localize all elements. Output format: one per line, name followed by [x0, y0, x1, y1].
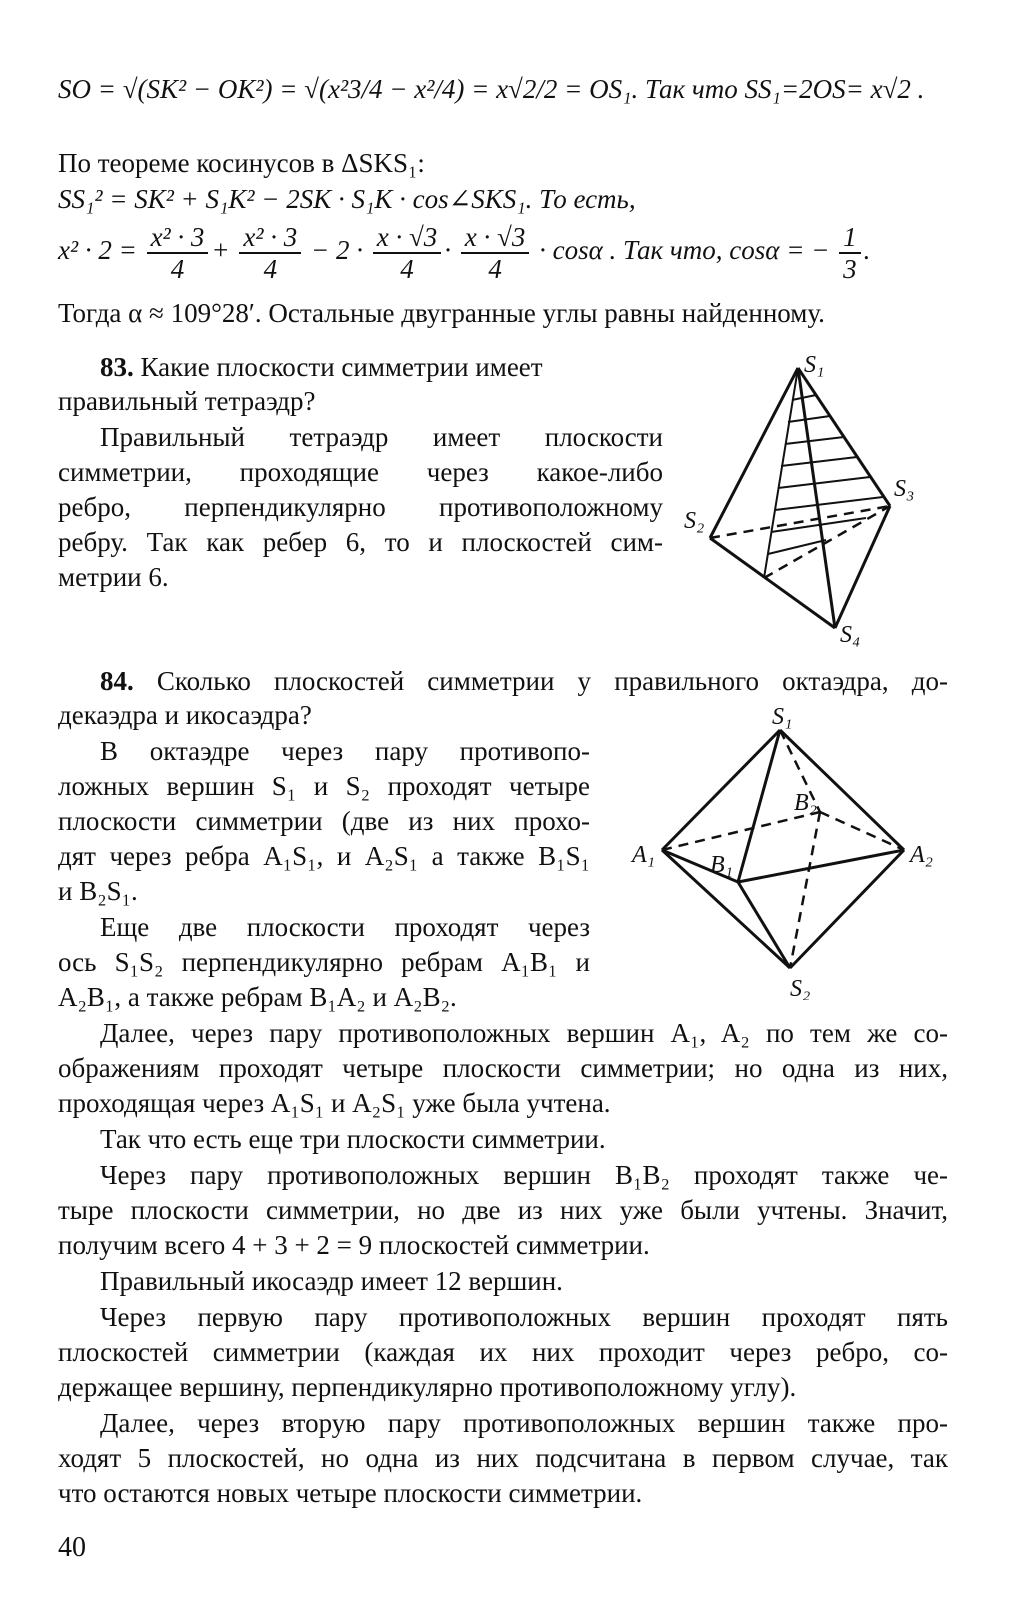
fraction-denominator: 4 [400, 254, 414, 284]
p84-body-line: Правильный икосаэдр имеет 12 вершин. [100, 1266, 563, 1296]
p83-question-line-1 [58, 350, 663, 384]
eq-minus: − 2 · [310, 235, 363, 266]
fraction [239, 222, 301, 284]
fraction-numerator: 1 [839, 222, 861, 254]
p84-body-line: ображениям проходят четыре плоскости симметрии; но одна из них, [58, 1053, 948, 1083]
fraction-numerator: x² · 3 [239, 222, 301, 254]
p84-side-line: ложных вершин S₁ и S₂ проходят четыре [58, 771, 590, 801]
p83-answer-line: Правильный тетраэдр имеет плоскости [100, 422, 663, 452]
p84-body-line: Так что есть еще три плоскости симметрии. [100, 1124, 606, 1154]
p84-body-line: получим всего 4 + 3 + 2 = 9 плоскостей симметрии. [58, 1230, 650, 1260]
fraction-denominator: 4 [170, 254, 185, 284]
p84-body-line: ходят 5 плоскостей, но одна из них подсчитана в первом случае, так [58, 1443, 948, 1473]
p84-side-line: дят через ребра A₁S₁, и A₂S₁ а также B₁S₁ [58, 841, 590, 871]
octahedron-figure [630, 700, 960, 1000]
fraction-denominator: 3 [843, 254, 857, 284]
p83-answer-line: ребру. Так как ребер 6, то и плоскостей сим- [58, 527, 663, 557]
p84-body-line: держащее вершину, перпендикулярно противоположному углу). [58, 1372, 797, 1402]
tetrahedron-edges [710, 368, 890, 628]
p84-body-line: тыре плоскости симметрии, но две из них уже были учтены. Значит, [58, 1195, 948, 1225]
p83-answer-line: метрии 6. [58, 562, 169, 592]
p84-question-line-1 [58, 664, 948, 698]
p84-body-line: плоскостей симметрии (каждая их них проходит через ребро, со- [58, 1337, 948, 1367]
label-s2: S₂ [684, 508, 705, 534]
p84-side-line: Еще две плоскости проходят через [100, 912, 590, 942]
fraction-numerator: x · √3 [461, 222, 530, 254]
p84-side-line: ось S₁S₂ перпендикулярно ребрам A₁B₁ и [58, 947, 590, 977]
p83-answer-line: симметрии, проходящие через какое-либо [58, 457, 663, 487]
p84-question-text: Сколько плоскостей симметрии у правильного октаэдра, до- [156, 666, 948, 696]
p84-body-line: Через пару противоположных вершин B₁B₂ проходят также че- [100, 1160, 948, 1190]
octahedron-hidden-edges [662, 730, 904, 968]
p84-body-line: Далее, через вторую пару противоположных вершин также про- [100, 1408, 948, 1438]
octahedron-edges [662, 730, 904, 968]
label-b1: B₁ [710, 852, 734, 878]
fraction [839, 222, 861, 284]
p83-answer-line: ребро, перпендикулярно противоположному [58, 492, 663, 522]
so-formula-line: SO = √(SK² − OK²) = √(x²3/4 − x²/4) = x√2/2 = OS₁. Так что SS₁=2OS= x√2 . [58, 74, 925, 104]
label-s4: S₄ [840, 622, 861, 648]
fraction [461, 222, 530, 284]
label-a2: A₂ [910, 842, 934, 868]
label-s2: S₂ [790, 976, 811, 1000]
label-s1: S₁ [804, 352, 825, 378]
eq-tail: · cosα . Так что, cosα = − [539, 235, 830, 266]
p84-side-line: плоскости симметрии (две из них прохо- [58, 806, 590, 836]
fraction-numerator: x · √3 [373, 222, 442, 254]
cos-equation: x² · 2 = $\frac{\text{x² · 3}}{4}$ + $\frac{\text{x² · 3}}{4}$ − 2 · $\frac{x \cdot √3}{4}$ · $\frac{x \cdot √3}{4}$ · cosα . Так что, cosα = − $\frac{1}{3}$ . [58, 222, 871, 284]
p84-side-line: и B₂S₁. [58, 876, 138, 906]
label-b2: B₂ [794, 790, 818, 816]
p84-number: 84. [100, 666, 134, 696]
p84-body-line: проходящая через A₁S₁ и A₂S₁ уже была учтена. [58, 1088, 611, 1118]
fraction-denominator: 4 [488, 254, 502, 284]
label-s3: S₃ [894, 476, 915, 502]
p84-side-line: В октаэдре через пару противопо- [100, 736, 590, 766]
p84-question-line-2: декаэдра и икосаэдра? [58, 700, 312, 730]
p83-question-line-2: правильный тетраэдр? [58, 386, 316, 416]
p84-body-line: Далее, через пару противоположных вершин A₁, A₂ по тем же со- [100, 1018, 948, 1048]
label-s1: S₁ [772, 704, 793, 730]
p83-number: 83. [100, 352, 134, 382]
fraction [147, 222, 209, 284]
cos-theorem-title: По теореме косинусов в ΔSKS₁: [58, 148, 425, 178]
p84-side-line: A₂B₁, а также ребрам B₁A₂ и A₂B₂. [58, 982, 457, 1012]
fraction [373, 222, 442, 284]
label-a1: A₁ [632, 842, 656, 868]
result-line: Тогда α ≈ 109°28′. Остальные двугранные углы равны найденному. [58, 298, 825, 328]
p83-question-text: Какие плоскости симметрии имеет [140, 352, 543, 382]
p84-body-line: что остаются новых четыре плоскости симметрии. [58, 1478, 643, 1508]
tetrahedron-figure [680, 350, 950, 650]
page-number: 40 [58, 1532, 86, 1563]
cos-theorem-formula: SS₁² = SK² + S₁K² − 2SK · S₁K · cos∠SKS₁. То есть, [58, 184, 636, 214]
fraction-numerator: x² · 3 [147, 222, 209, 254]
p84-body-line: Через первую пару противоположных вершин проходят пять [100, 1302, 948, 1332]
fraction-denominator: 4 [263, 254, 278, 284]
eq-lhs: x² · 2 = [58, 235, 137, 266]
